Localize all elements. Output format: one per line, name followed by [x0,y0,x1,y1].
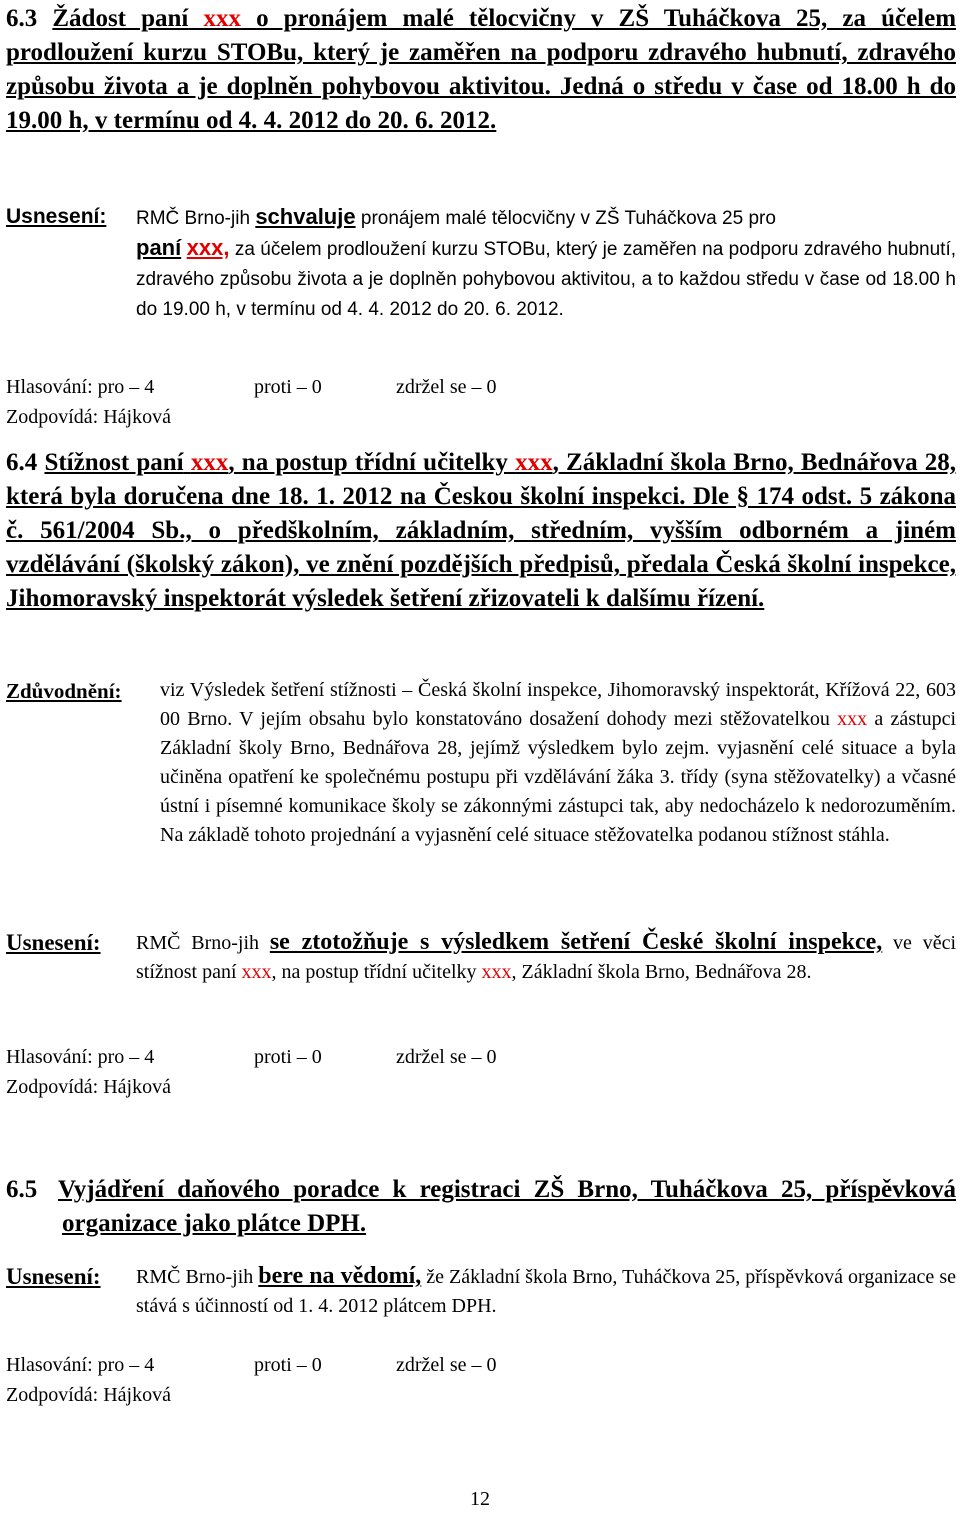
anonymized-name: xxx [190,449,229,476]
resolution-keyword: schvaluje [255,204,356,229]
responsible-person: Zodpovídá: Hájková [6,1384,171,1406]
anonymized-name: xxx [837,708,868,730]
resolution-label: Usnesení: [6,930,101,955]
item-6-3-heading [6,2,956,138]
responsible-person: Zodpovídá: Hájková [6,1076,171,1098]
item-6-5-heading: 6.5 Vyjádření daňového poradce k registraci ZŠ Brno, Tuháčkova 25, příspěvková organizace jako plátce DPH. [6,1176,956,1237]
page-number: 12 [470,1488,490,1510]
anonymized-name: xxx [203,5,241,32]
responsible-person: Zodpovídá: Hájková [6,406,171,428]
reason-label: Zdůvodnění: [6,679,122,703]
resolution-text: RMČ Brno-jih schvaluje pronájem malé tělocvičny v ZŠ Tuháčkova 25 pro [136,204,776,229]
heading-text: Žádost paní xxx o pronájem malé tělocvičny v ZŠ Tuháčkova 25, za účelem prodloužení kurzu STOBu, který je zaměřen na podporu zdravého hubnutí, zdravého způsobu života a je doplněn pohybovou aktivitou. Jedná o středu v čase od 18.00 h do 19.00 h, v termínu od 4. 4. 2012 do 20. 6. 2012. [6,5,957,134]
resolution-label: Usnesení: [6,205,107,228]
resolution-text-cont: paní xxx, za účelem prodloužení kurzu STOBu, který je zaměřen na podporu zdravého hubnutí, zdravého způsobu života a je doplněn pohybovou aktivitou, a to každou středu v čase od 18.00 h do 19.00 h, v termínu od 4. 4. 2012 do 20. 6. 2012. [136,235,956,320]
anonymized-name: xxx [481,961,512,983]
document-page: 6.3 Žádost paní xxx o pronájem malé tělocvičny v ZŠ Tuháčkova 25, za účelem prodloužení kurzu STOBu, který je zaměřen na podporu zdravého hubnutí, zdravého způsobu života a je doplněn pohybovou aktivitou. Jedná o středu v čase od 18.00 h do 19.00 h, v termínu od 4. 4. 2012 do 20. 6. 2012. Usnesení: RMČ Brno-jih schvaluje pronájem malé tělocvičny v ZŠ Tuháčkova 25 pro paní xxx, za účelem prodloužení kurzu STOBu, který je zaměřen na podporu zdravého hubnutí, zdravého způsobu života a je doplněn pohybovou aktivitou, a to každou středu v čase od 18.00 h do 19.00 h, v termínu od 4. 4. 2012 do 20. 6. 2012. Hlasování: pro – 4 proti – 0 zdržel se – 0 Zodpovídá: Hájková 6.4 Stížnost paní xxx, na postup třídní učitelky xxx, Základní škola Brno, Bednářova 28, která byla doručena dne 18. 1. 2012 na Českou školní inspekci. Dle § 174 odst. 5 zákona č. 561/2004 Sb., o předškolním, základním, středním, vyšším odborném a jiném vzdělávání (školský zákon), ve znění pozdějších předpisů, předala Česká školní inspekce, Jihomoravský inspektorát výsledek šetření zřizovateli k dalšímu řízení. Zdůvodnění: viz Výsledek šetření stížnosti – Česká školní inspekce, Jihomoravský inspektorát, Křížová 22, 603 00 Brno. V jejím obsahu bylo konstatováno dosažení dohody mezi stěžovatelkou xxx a zástupci Základní školy Brno, Bednářova 28, jejímž výsledkem bylo zejm. vyjasnění celé situace a byla učiněna opatření ke společnému postupu při vzdělávání žáka 3. třídy (syna stěžovatelky) a včasné ústní i písemné komunikace školy se zákonnými zástupci tak, aby nedocházelo k nedorozuměním. Na základě tohoto projednání a vyjasnění celé situace stěžovatelka podanou stížnost stáhla. Usnesení: RMČ Brno-jih se ztotožňuje s výsledkem šetření České školní inspekce, ve věci stížnost paní xxx, na postup třídní učitelky xxx, Základní škola Brno, Bednářova 28. Hlasování: pro – 4 proti – 0 zdržel se – 0 Zodpovídá: Hájková 6.5 Vyjádření daňového poradce k registraci ZŠ Brno, Tuháčkova 25, příspěvková organizace jako plátce DPH. Usnesení: RMČ Brno-jih bere na vědomí, že Základní škola Brno, Tuháčkova 25, příspěvková organizace se stává s účinností od 1. 4. 2012 plátcem DPH. Hlasování: pro – 4 proti – 0 zdržel se – 0 Zodpovídá: Hájková 12 [0,0,960,1513]
anonymized-name: xxx, [186,235,230,260]
resolution-keyword: bere na vědomí, [258,1263,422,1289]
anonymized-name: xxx [515,449,553,476]
resolution-text: RMČ Brno-jih se ztotožňuje s výsledkem šetření České školní inspekce, ve věci stížnost paní xxx, na postup třídní učitelky xxx, Základní škola Brno, Bednářova 28. [136,929,956,983]
resolution-label: Usnesení: [6,1264,101,1289]
item-number: 6.3 [6,5,38,32]
item-6-4-heading: 6.4 Stížnost paní xxx, na postup třídní učitelky xxx, Základní škola Brno, Bednářova 28, která byla doručena dne 18. 1. 2012 na Českou školní inspekci. Dle § 174 odst. 5 zákona č. 561/2004 Sb., o předškolním, základním, středním, vyšším odborném a jiném vzdělávání (školský zákon), ve znění pozdějších předpisů, předala Česká školní inspekce, Jihomoravský inspektorát výsledek šetření zřizovateli k dalšímu řízení. [6,449,957,612]
resolution-text: RMČ Brno-jih bere na vědomí, že Základní škola Brno, Tuháčkova 25, příspěvková organizace se stává s účinností od 1. 4. 2012 plátcem DPH. [136,1263,956,1317]
resolution-keyword: se ztotožňuje s výsledkem šetření České školní inspekce, [269,929,883,955]
reason-text: viz Výsledek šetření stížnosti – Česká školní inspekce, Jihomoravský inspektorát, Křížová 22, 603 00 Brno. V jejím obsahu bylo konstatováno dosažení dohody mezi stěžovatelkou xxx a zástupci Základní školy Brno, Bednářova 28, jejímž výsledkem bylo zejm. vyjasnění celé situace a byla učiněna opatření ke společnému postupu při vzdělávání žáka 3. třídy (syna stěžovatelky) a včasné ústní i písemné komunikace školy se zákonnými zástupci tak, aby nedocházelo k nedorozuměním. Na základě tohoto projednání a vyjasnění celé situace stěžovatelka podanou stížnost stáhla. [160,679,957,846]
anonymized-name: xxx [241,961,272,983]
